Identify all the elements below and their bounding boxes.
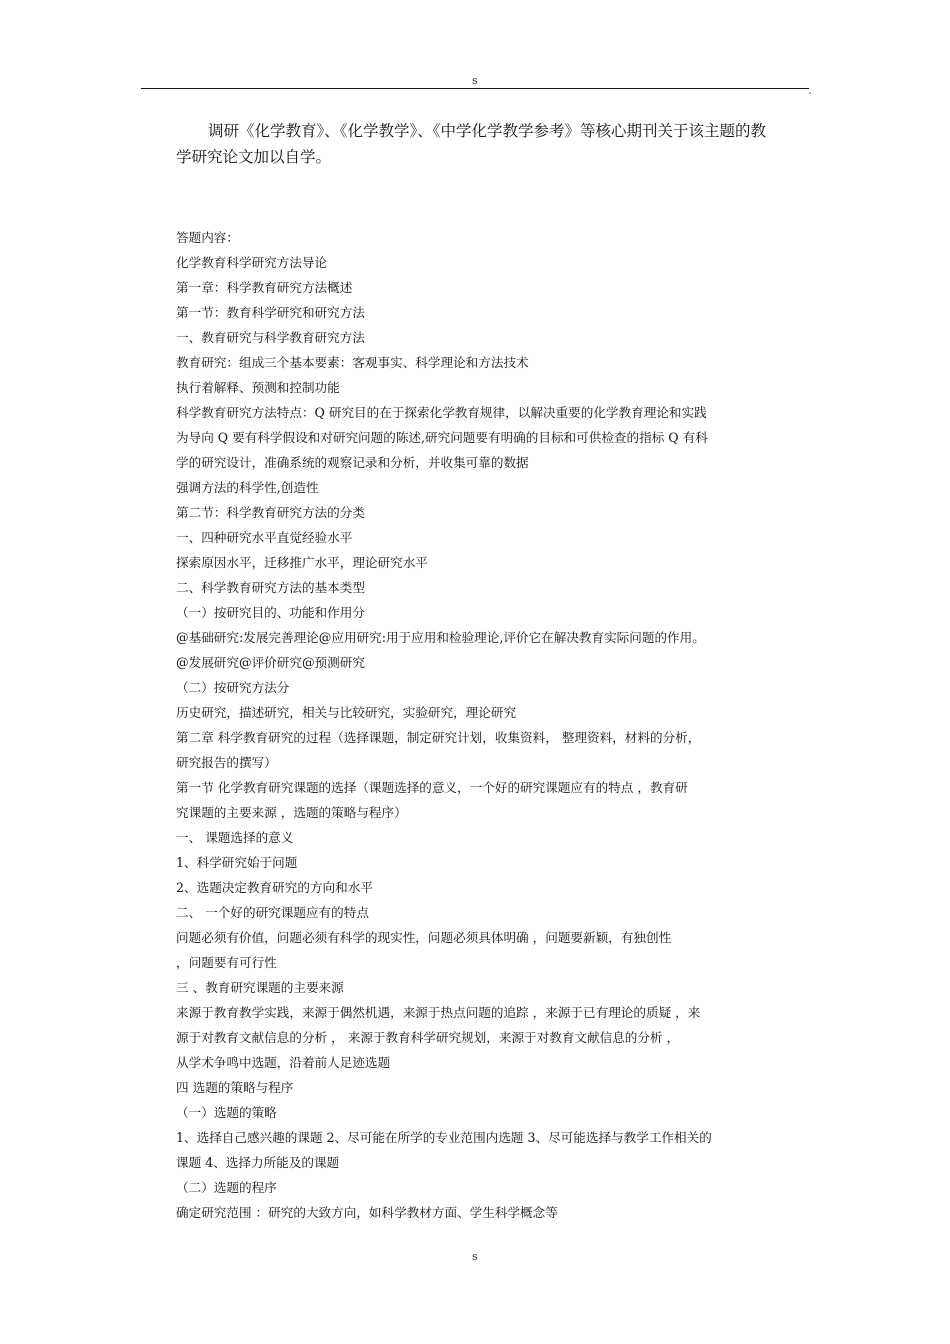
text-line: 究课题的主要来源 ，选题的策略与程序） xyxy=(176,805,407,820)
text-line: 课题 4、选择力所能及的课题 xyxy=(176,1155,340,1170)
text-line: 2、选题决定教育研究的方向和水平 xyxy=(176,880,373,895)
text-line: 强调方法的科学性,创造性 xyxy=(176,480,319,495)
text-line: （一）选题的策略 xyxy=(176,1105,277,1120)
text-line: （二）选题的程序 xyxy=(176,1180,277,1195)
text-line: （二）按研究方法分 xyxy=(176,680,290,695)
text-line: 历史研究，描述研究，相关与比较研究，实验研究，理论研究 xyxy=(176,705,517,720)
text-line: 一、四种研究水平直觉经验水平 xyxy=(176,530,353,545)
intro-paragraph: 调研《化学教育》、《化学教学》、《中学化学教学参考》等核心期刊关于该主题的教学研究论文加以自学。 xyxy=(176,122,767,166)
text-line: 教育研究：组成三个基本要素：客观事实、科学理论和方法技术 xyxy=(176,355,529,370)
text-line: ，问题要有可行性 xyxy=(176,955,277,970)
text-line: 从学术争鸣中选题，沿着前人足迹选题 xyxy=(176,1055,391,1070)
text-line: 来源于教育教学实践，来源于偶然机遇，来源于热点问题的追踪 ，来源于已有理论的质疑 ，来 xyxy=(176,1005,701,1020)
text-line: 化学教育科学研究方法导论 xyxy=(176,255,328,270)
text-line: @发展研究@评价研究@预测研究 xyxy=(176,655,365,670)
page-header-mark: s xyxy=(472,74,478,87)
text-line: 为导向 Q 要有科学假设和对研究问题的陈述,研究问题要有明确的目标和可供检查的指标 Q 有科 xyxy=(176,430,708,445)
text-line: 1、选择自己感兴趣的课题 2、尽可能在所学的专业范围内选题 3、尽可能选择与教学工作相关的 xyxy=(176,1130,712,1145)
text-line: 四 选题的策略与程序 xyxy=(176,1080,294,1095)
text-line: 学的研究设计，准确系统的观察记录和分析，并收集可靠的数据 xyxy=(176,455,529,470)
text-line: 执行着解释、预测和控制功能 xyxy=(176,380,340,395)
page-footer-mark: s xyxy=(472,1250,478,1263)
text-line: 二、 一个好的研究课题应有的特点 xyxy=(176,905,369,920)
text-line: 第二章 科学教育研究的过程（选择课题，制定研究计划，收集资料， 整理资料，材料的分析， xyxy=(176,730,701,745)
text-line: 研究报告的撰写） xyxy=(176,755,277,770)
text-line: 一、 课题选择的意义 xyxy=(176,830,294,845)
text-line: 答题内容： xyxy=(176,230,239,245)
text-line: 第一节：教育科学研究和研究方法 xyxy=(176,305,365,320)
text-line: 二、科学教育研究方法的基本类型 xyxy=(176,580,365,595)
text-line: @基础研究:发展完善理论@应用研究:用于应用和检验理论,评价它在解决教育实际问题的作用。 xyxy=(176,630,705,645)
text-line: 第一节 化学教育研究课题的选择（课题选择的意义，一个好的研究课题应有的特点 ，教育研 xyxy=(176,780,688,795)
text-line: 三 、教育研究课题的主要来源 xyxy=(176,980,344,995)
text-line: 一、教育研究与科学教育研究方法 xyxy=(176,330,365,345)
text-line: 科学教育研究方法特点：Q 研究目的在于探索化学教育规律，以解决重要的化学教育理论和实践 xyxy=(176,405,707,420)
text-line: 第二节：科学教育研究方法的分类 xyxy=(176,505,365,520)
text-line: （一）按研究目的、功能和作用分 xyxy=(176,605,365,620)
text-line: 确定研究范围 ：研究的大致方向，如科学教材方面、学生科学概念等 xyxy=(176,1205,558,1220)
text-line: 问题必须有价值，问题必须有科学的现实性，问题必须具体明确 ，问题要新颖，有独创性 xyxy=(176,930,672,945)
header-rule xyxy=(141,88,809,89)
text-line: 1、科学研究始于问题 xyxy=(176,855,298,870)
text-line: 第一章：科学教育研究方法概述 xyxy=(176,280,353,295)
text-line: 源于对教育文献信息的分析 ， 来源于教育科学研究规划，来源于对教育文献信息的分析 ， xyxy=(176,1030,680,1045)
text-line: 探索原因水平，迁移推广水平，理论研究水平 xyxy=(176,555,428,570)
header-rule-tick: , xyxy=(809,86,812,95)
answer-content xyxy=(176,225,780,1225)
